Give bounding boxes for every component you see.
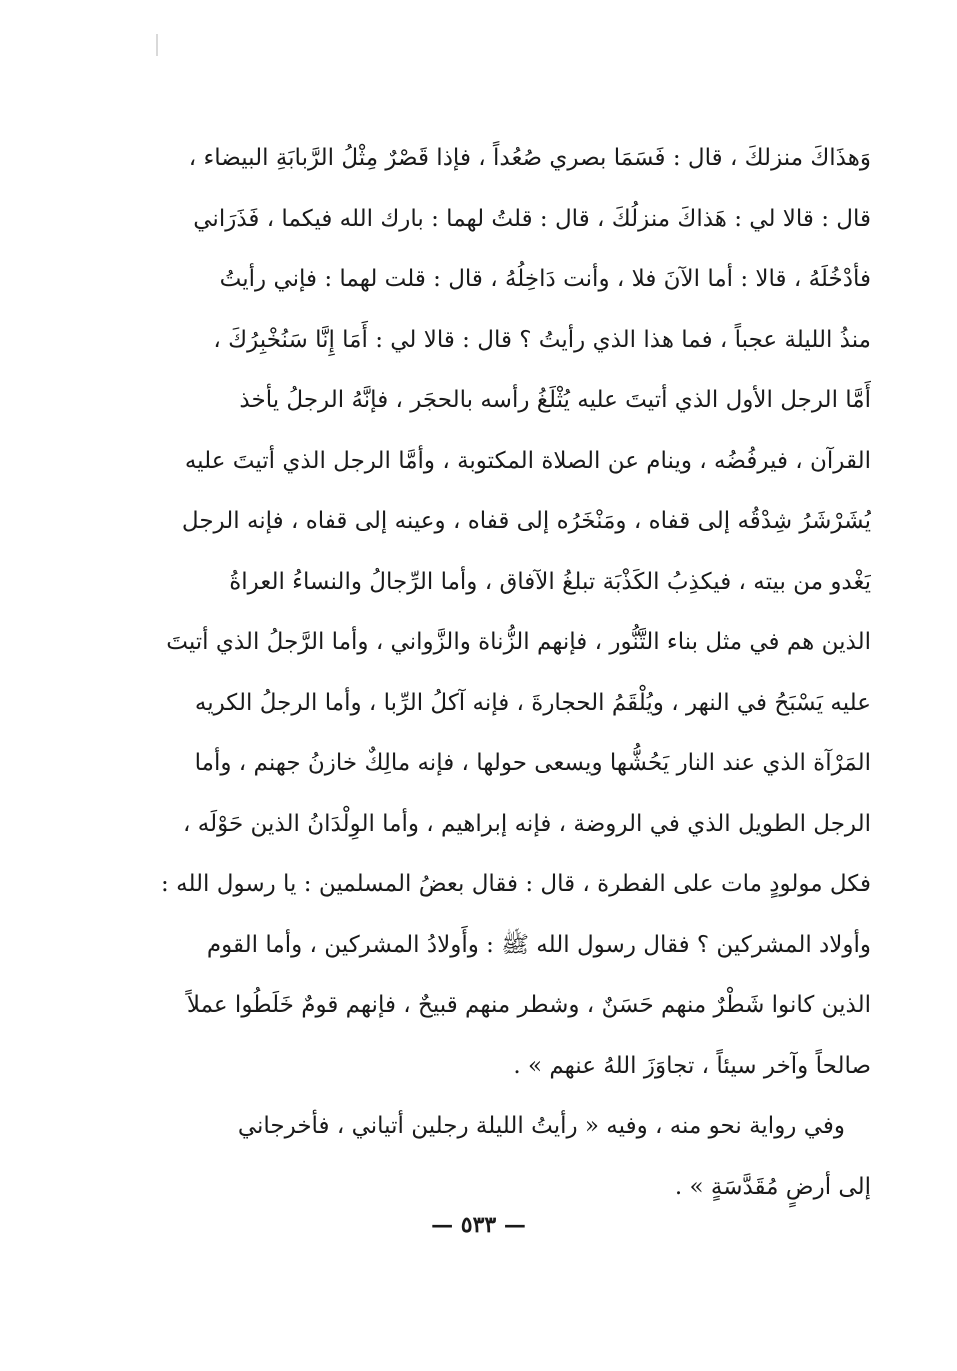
text-line: صالحاً وآخر سيئاً ، تجاوَزَ اللهُ عنهم » . (513, 1052, 871, 1079)
text-line: قال : قالا لي : هَذاكَ منزلُكَ ، قال : قلتُ لهما : بارك الله فيكما ، فَذَرَاني (193, 205, 871, 232)
text-line: إلى أرضٍ مُقَدَّسَةٍ » . (674, 1173, 871, 1200)
text-line: فكل مولودٍ مات على الفطرة ، قال : فقال بعضُ المسلمين : يا رسول الله : (161, 871, 871, 897)
page-number: — ٥٣٣ — (431, 1212, 526, 1238)
text-line: القرآن ، فيرفُضُه ، وينام عن الصلاة المكتوبة ، وأمَّا الرجل الذي أتيتَ عليه (184, 447, 871, 474)
text-line: يُشَرْشَرُ شِدْقُه إلى قفاه ، ومَنْخَرُه إلى قفاه ، وعينه إلى قفاه ، فإنه الرجل (181, 508, 871, 534)
text-line: منذُ الليلة عجباً ، فما هذا الذي رأيتُ ؟ قال : قالا لي : أَمَا إِنَّا سَنُخْبِرُكَ ، (213, 326, 871, 353)
text-line: المَرْآة الذي عند النار يَحُشُّها ويسعى حولها ، فإنه مالِكٌ خازنُ جهنم ، وأما (194, 750, 871, 776)
main-text (130, 128, 871, 1217)
text-line: وَهذَاكَ منزلكَ ، قال : فَسَمَا بصري صُعُداً ، فإذا قَصْرٌ مِثْلُ الرَّبابَةِ البيضاء ، (188, 145, 871, 171)
text-line: وفي رواية نحو منه ، وفيه « رأيتُ الليلة رجلين أتياني ، فأخرجاني (237, 1113, 845, 1139)
text-line: الذين كانوا شَطْرٌ منهم حَسَنٌ ، وشطر منهم قبيحٌ ، فإنهم قومٌ خَلَطُوا عملاً (186, 992, 871, 1018)
text-line: أَمَّا الرجل الأول الذي أتيتَ عليه يُثْلَغُ رأسه بالحجَر ، فإنَّهُ الرجلُ يأخذ (239, 387, 871, 413)
text-line: وأولاد المشركين ؟ فقال رسول الله ﷺ : وأَولادُ المشركين ، وأما القوم (206, 931, 871, 958)
text-line: الذين هم في مثل بناء التَّنُّور ، فإنهم الزُّناة والزَّواني ، وأما الرَّجلُ الذي أتيتَ (166, 629, 871, 655)
scan-mark (156, 34, 158, 56)
text-line: يَغْدو من بيته ، فيكذِبُ الكَذْبَة تبلغُ الآفاق ، وأما الرِّجالُ والنساءُ العراةُ (229, 568, 871, 595)
text-line: الرجل الطويل الذي في الروضة ، فإنه إبراهيم ، وأما الوِلْدَانُ الذين حَوْلَه ، (183, 810, 871, 837)
text-line: فأدْخُلَهُ ، قالا : أما الآنَ فلا ، وأنت دَاخِلُهُ ، قال : قلت لهما : فإني رأيتُ (219, 266, 871, 292)
text-line: عليه يَسْبَحُ في النهر ، ويُلْقَمُ الحجارةَ ، فإنه آكلُ الرِّبا ، وأما الرجلُ الكريه (194, 689, 871, 716)
